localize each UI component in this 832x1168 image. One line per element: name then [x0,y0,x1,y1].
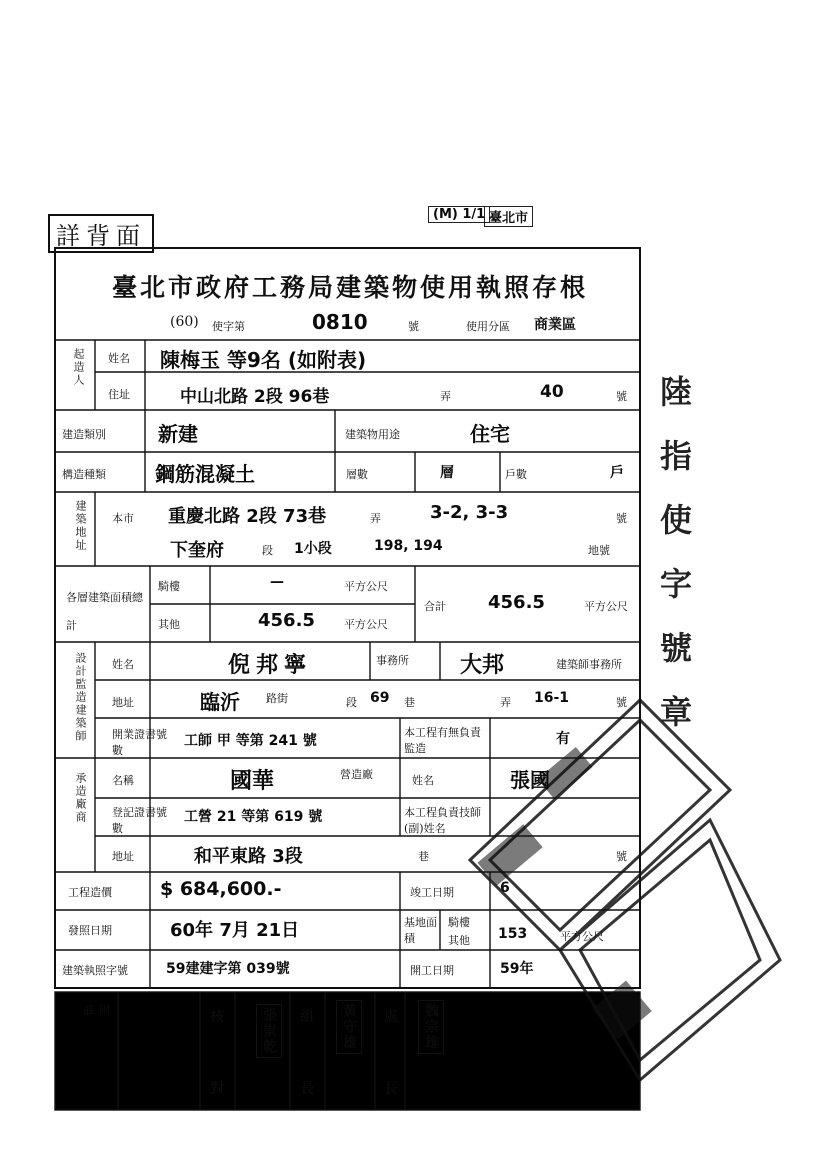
architect-office-value: 大邦 [460,653,505,678]
issue-value: 60年 7月 21日 [170,920,300,941]
architect-office-suffix: 建築師事務所 [556,658,622,671]
architect-name-value: 倪邦寧 [228,653,313,678]
owner-section-label: 起造人 [72,348,85,387]
permit-year: (60) [170,314,199,330]
approval-stamp-1: 張崇乾 [256,1004,282,1058]
architect-address-value: 臨沂 [200,690,240,714]
site-number-value: 3-2, 3-3 [430,502,509,523]
architect-section-label: 設計監造建築師 [74,652,87,743]
architect-license-label: 開業證書號數 [112,728,167,757]
contractor-reg-label: 登記證書號數 [112,806,167,835]
parcel-section-value: 下奎府 [170,540,224,561]
parcel-subsection-value: 1小段 [294,541,332,557]
footer-col-5: 處 [384,1009,398,1025]
site-lane-label: 弄 [370,512,381,525]
owner-name-value: 陳梅玉 等9名 (如附表) [160,348,367,372]
area-other-value: 456.5 [258,610,315,631]
permit-word-label: 使字第 [212,320,245,333]
stamp-top-right: 臺北市 [484,206,533,227]
architect-license-value: 工師 甲 等第 241 號 [184,733,317,749]
margin-text: 陸 指 使 字 號 章 [660,373,693,731]
units-value: 戶 [610,465,624,481]
contractor-reg-value: 工營 21 等第 619 號 [184,809,323,825]
area-other-label: 其他 [158,618,180,631]
contractor-person-label: 姓名 [412,774,434,787]
footer-col-1: 核 [210,1009,224,1025]
permit-number: 0810 [312,310,368,334]
footer-col-4: 長 [300,1081,314,1097]
contractor-lane-label: 巷 [418,850,429,863]
zone-value: 商業區 [534,317,576,333]
form-title: 臺北市政府工務局建築物使用執照存根 [111,273,588,302]
completion-value: 6 [500,880,510,896]
contractor-number-label: 號 [616,850,627,863]
area-label: 各層建築面積總計 [66,591,143,632]
contractor-name-label: 名稱 [112,774,134,787]
footer-col-6: 長 [384,1081,398,1097]
parcel-label: 地號 [588,544,610,557]
architect-number-value: 16-1 [534,690,570,706]
architect-office-label: 事務所 [376,654,409,667]
building-use-value: 住宅 [470,422,510,446]
owner-address-value: 中山北路 2段 96巷 [180,387,330,407]
owner-address-label: 住址 [108,388,130,401]
back-side-tag: 詳背面 [48,214,154,253]
owner-lane-label: 弄 [440,390,451,403]
parcel-numbers: 198, 194 [374,538,443,554]
site-arcade-label: 騎樓 [448,916,470,929]
completion-label: 竣工日期 [410,886,454,899]
contractor-address-label: 地址 [112,850,134,863]
contractor-section-label: 承造廠商 [74,772,87,824]
construction-type-value: 新建 [158,422,198,446]
units-label: 戶數 [505,468,527,481]
contractor-name-value: 國華 [230,769,275,794]
construction-type-label: 建造類別 [62,428,106,441]
area-unit-2: 平方公尺 [344,618,388,631]
architect-segment-label: 段 [346,696,357,709]
owner-name-label: 姓名 [108,352,130,365]
architect-name-label: 姓名 [112,658,134,671]
architect-lane-value: 69 [370,690,390,706]
contractor-address-value: 和平東路 3段 [194,846,303,867]
architect-supervisor-label: 本工程有無負責監造 [404,726,481,755]
architect-alley-label: 弄 [500,696,511,709]
contractor-factory-label: 營造廠 [340,768,373,781]
area-arcade-label: 騎樓 [158,580,180,593]
site-road-value: 重慶北路 2段 73巷 [168,506,327,527]
approval-stamp-2: 黃守雄 [336,1000,362,1054]
start-date-label: 開工日期 [410,964,454,977]
architect-lane-label: 巷 [404,696,415,709]
site-area-label: 基地面積 [404,916,437,945]
stamp-top-left: (M) 1/1 [428,206,490,223]
floors-label: 層數 [346,468,368,481]
owner-number-value: 40 [540,382,564,402]
site-city-label: 本市 [112,512,134,525]
site-other-label: 其他 [448,934,470,947]
area-total-value: 456.5 [488,592,545,613]
site-area-unit: 平方公尺 [560,930,604,943]
attach-label: 附註 [82,1004,111,1075]
architect-supervisor-value: 有 [556,731,570,747]
cost-label: 工程造價 [68,886,112,899]
permit-number-suffix: 號 [408,320,419,333]
parcel-section-label: 段 [262,544,273,557]
building-use-label: 建築物用途 [345,428,400,441]
architect-number-label: 號 [616,696,627,709]
area-unit-1: 平方公尺 [344,580,388,593]
architect-street-label: 路街 [266,692,288,705]
structure-label: 構造種類 [62,468,106,481]
structure-value: 鋼筋混凝土 [155,462,255,486]
footer-col-2: 對 [210,1081,224,1097]
site-number-label: 號 [616,512,627,525]
site-area-value: 153 [498,926,528,942]
approval-stamp-3: 魏宗雄 [418,1000,444,1054]
issue-label: 發照日期 [68,924,112,937]
footer-col-3: 組 [300,1009,314,1025]
area-total-label: 合計 [424,600,446,613]
cost-value: $ 684,600.- [160,878,282,900]
building-permit-label: 建築執照字號 [62,964,128,977]
start-date-value: 59年 [500,961,534,977]
architect-address-label: 地址 [112,696,134,709]
area-arcade-value: — [270,574,284,590]
site-label: 建築地址 [74,500,87,552]
contractor-person-value: 張國 [510,768,550,792]
contractor-tech-label: 本工程負責技師(副)姓名 [404,806,481,835]
building-permit-value: 59建建字第 039號 [166,961,290,977]
zone-label: 使用分區 [466,320,510,333]
owner-number-label: 號 [616,390,627,403]
floors-value: 層 [440,465,454,481]
area-unit-total: 平方公尺 [584,600,628,613]
